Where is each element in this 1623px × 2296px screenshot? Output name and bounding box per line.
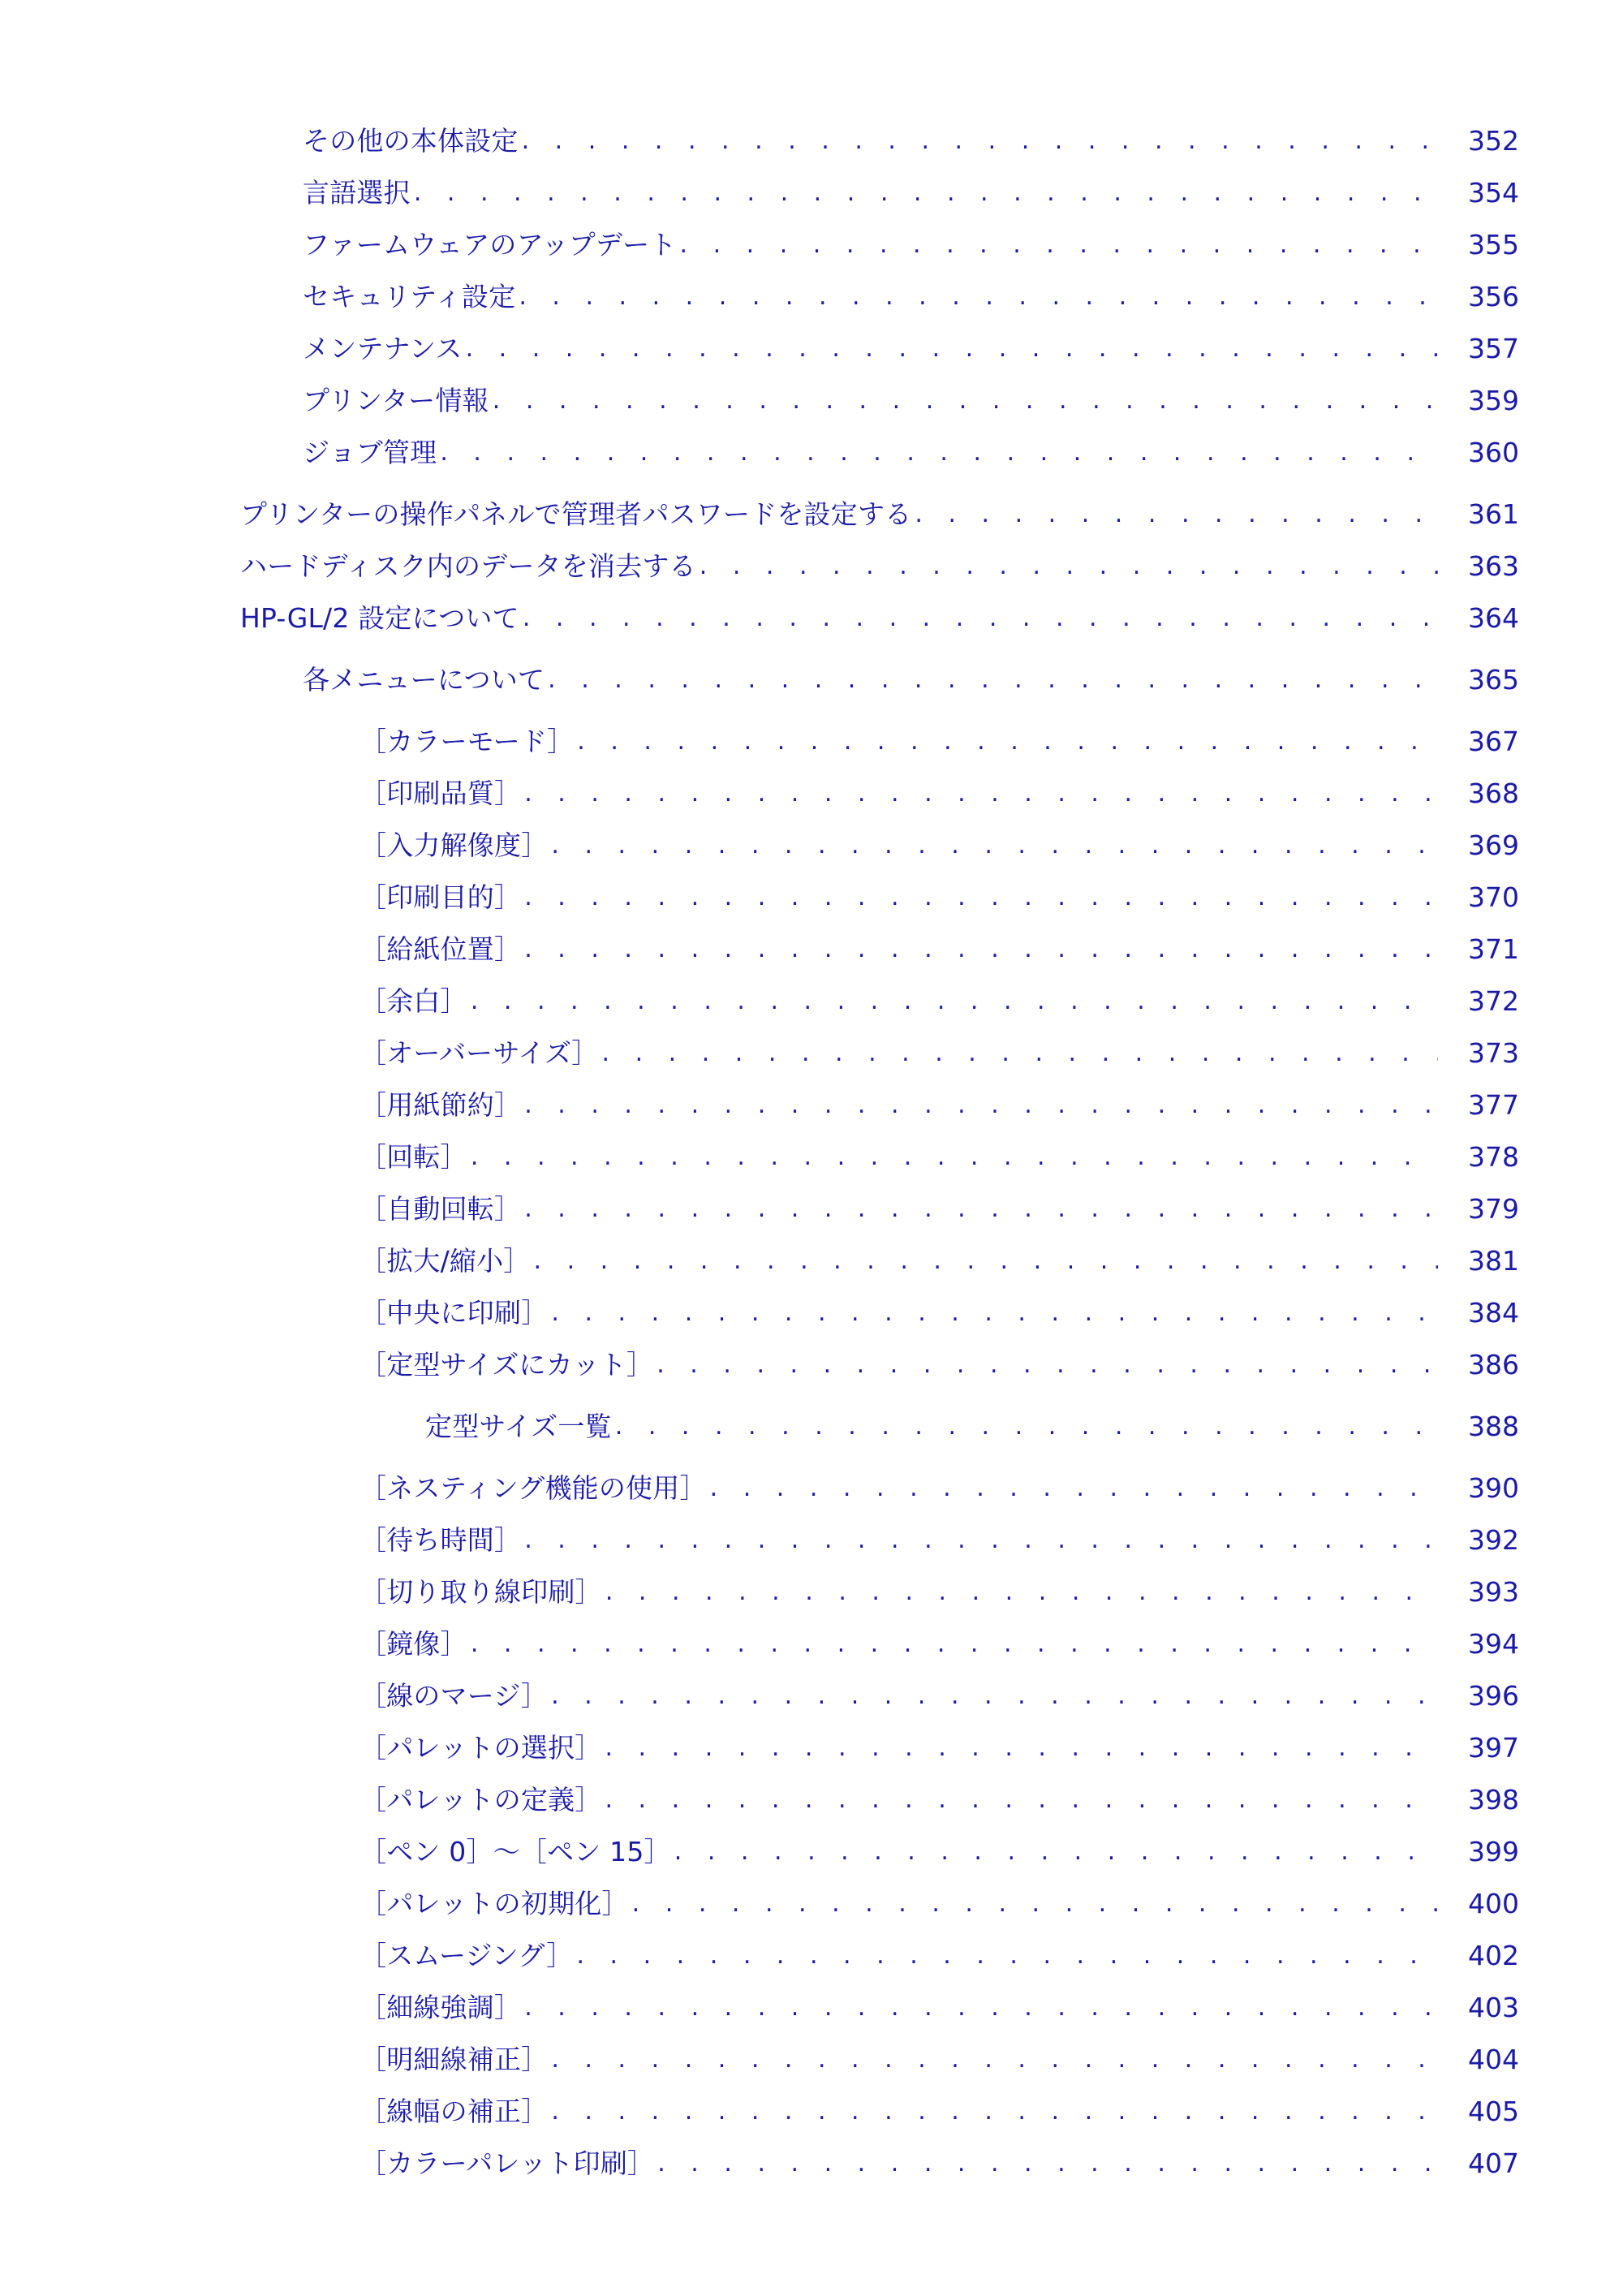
- toc-page-number: 402: [1468, 1940, 1519, 1971]
- toc-entry-title: 言語選択: [303, 177, 411, 209]
- toc-entry[interactable]: [303, 325, 1519, 367]
- dot-leader: [531, 1243, 1438, 1279]
- toc-entry[interactable]: [359, 821, 1519, 864]
- toc-page-number: 352: [1468, 125, 1519, 157]
- toc-entry-title: ［待ち時間］: [359, 1524, 522, 1556]
- toc-entry[interactable]: [359, 2087, 1519, 2130]
- toc-entry[interactable]: [359, 1932, 1519, 1974]
- dot-leader: [602, 1574, 1438, 1610]
- dot-leader: [677, 227, 1438, 263]
- toc-entry-title: ［中央に印刷］: [359, 1297, 549, 1329]
- toc-entry-title: ハードディスク内のデータを消去する: [240, 550, 696, 582]
- toc-entry-title: ［パレットの定義］: [359, 1784, 602, 1816]
- dot-leader: [654, 2146, 1438, 2182]
- toc-entry[interactable]: [359, 977, 1519, 1019]
- toc-page-number: 378: [1468, 1141, 1519, 1173]
- toc-entry-title: ［オーバーサイズ］: [359, 1037, 599, 1069]
- dot-leader: [629, 1886, 1438, 1922]
- toc-entry-title: ［細線強調］: [359, 1992, 522, 2023]
- toc-entry-title: ［自動回転］: [359, 1193, 522, 1225]
- toc-page-number: 361: [1468, 498, 1519, 530]
- toc-entry-title: ［定型サイズにカット］: [359, 1349, 654, 1381]
- toc-entry-title: メンテナンス: [303, 333, 463, 364]
- toc-entry[interactable]: [425, 1402, 1519, 1445]
- toc-page-number: 407: [1468, 2147, 1519, 2179]
- toc-page-number: 405: [1468, 2096, 1519, 2127]
- toc-page-number: 371: [1468, 933, 1519, 965]
- toc-page-number: 372: [1468, 985, 1519, 1017]
- toc-page-number: 399: [1468, 1836, 1519, 1867]
- toc-page-number: 360: [1468, 437, 1519, 468]
- dot-leader: [601, 1730, 1438, 1766]
- dot-leader: [521, 1523, 1438, 1558]
- dot-leader: [521, 1990, 1438, 2026]
- toc-entry-title: 定型サイズ一覧: [425, 1411, 612, 1442]
- toc-page-number: 379: [1468, 1193, 1519, 1225]
- toc-page-number: 393: [1468, 1576, 1519, 1608]
- toc-page-number: 370: [1468, 881, 1519, 913]
- dot-leader: [411, 175, 1438, 211]
- toc-entry[interactable]: [359, 2139, 1519, 2182]
- toc-page-number: 400: [1468, 1888, 1519, 1919]
- toc-page-number: 377: [1468, 1089, 1519, 1121]
- toc-page-number: 359: [1468, 385, 1519, 416]
- toc-entry[interactable]: [303, 273, 1519, 315]
- toc-entry[interactable]: [359, 1133, 1519, 1175]
- dot-leader: [548, 1678, 1438, 1714]
- dot-leader: [437, 435, 1438, 471]
- toc-entry[interactable]: [359, 1464, 1519, 1506]
- toc-entry[interactable]: [359, 1341, 1519, 1383]
- toc-entry-title: ［スムージング］: [359, 1940, 574, 1971]
- toc-entry[interactable]: [359, 1237, 1519, 1279]
- dot-leader: [489, 383, 1438, 419]
- dot-leader: [707, 1471, 1438, 1506]
- toc-entry-title: 各メニューについて: [303, 664, 545, 696]
- toc-page-number: 373: [1468, 1037, 1519, 1069]
- dot-leader: [653, 1347, 1438, 1383]
- toc-entry-title: ［用紙節約］: [359, 1089, 522, 1121]
- toc-entry-title: ［印刷目的］: [359, 881, 522, 913]
- toc-entry-title: ［線のマージ］: [359, 1680, 549, 1712]
- toc-entry[interactable]: [303, 117, 1519, 159]
- toc-page-number: 394: [1468, 1628, 1519, 1660]
- dot-leader: [573, 1938, 1438, 1974]
- toc-entry-title: ［入力解像度］: [359, 829, 549, 861]
- toc-page-number: 392: [1468, 1524, 1519, 1556]
- toc-entry-title: ファームウェアのアップデート: [303, 229, 677, 261]
- dot-leader: [519, 601, 1438, 636]
- dot-leader: [521, 1088, 1438, 1123]
- toc-entry-title: その他の本体設定: [303, 125, 519, 157]
- dot-leader: [521, 932, 1438, 967]
- toc-entry-title: セキュリティ設定: [303, 281, 516, 312]
- toc-entry-title: ［カラーモード］: [359, 726, 575, 757]
- toc-page-number: 354: [1468, 177, 1519, 209]
- toc-entry-title: HP-GL/2 設定について: [240, 602, 519, 634]
- toc-entry[interactable]: [359, 873, 1519, 915]
- toc-entry[interactable]: [359, 769, 1519, 812]
- dot-leader: [467, 984, 1438, 1019]
- toc-page-number: 355: [1468, 229, 1519, 261]
- dot-leader: [521, 1191, 1438, 1227]
- toc-page-number: 364: [1468, 602, 1519, 634]
- toc-entry-title: プリンター情報: [303, 385, 489, 416]
- toc-page-number: 388: [1468, 1411, 1519, 1442]
- toc-entry-title: ［パレットの初期化］: [359, 1888, 629, 1919]
- toc-entry-title: ［カラーパレット印刷］: [359, 2147, 655, 2179]
- dot-leader: [548, 828, 1438, 864]
- toc-entry-title: ［回転］: [359, 1141, 467, 1173]
- toc-entry-title: ［パレットの選択］: [359, 1732, 602, 1764]
- toc-entry-title: ［鏡像］: [359, 1628, 467, 1660]
- toc-entry[interactable]: [359, 1724, 1519, 1766]
- toc-entry-title: ［給紙位置］: [359, 933, 522, 965]
- toc-entry-title: ［余白］: [359, 985, 467, 1017]
- toc-entry[interactable]: [359, 1081, 1519, 1123]
- toc-entry-title: プリンターの操作パネルで管理者パスワードを設定する: [240, 498, 912, 530]
- toc-page-number: 403: [1468, 1992, 1519, 2023]
- dot-leader: [671, 1834, 1438, 1870]
- toc-page-number: 357: [1468, 333, 1519, 364]
- dot-leader: [696, 549, 1438, 584]
- toc-page-number: 363: [1468, 550, 1519, 582]
- toc-entry-title: ［線幅の補正］: [359, 2096, 549, 2127]
- dot-leader: [545, 662, 1438, 698]
- dot-leader: [599, 1036, 1438, 1071]
- toc-page-number: 365: [1468, 664, 1519, 696]
- toc-entry[interactable]: [303, 221, 1519, 263]
- toc-page-number: 396: [1468, 1680, 1519, 1712]
- toc-entry-title: ［印刷品質］: [359, 778, 522, 809]
- toc-page-number: 384: [1468, 1297, 1519, 1329]
- dot-leader: [467, 1139, 1438, 1175]
- toc-page-number: 390: [1468, 1472, 1519, 1504]
- toc-entry-title: ［ネスティング機能の使用］: [359, 1472, 707, 1504]
- toc-page-number: 404: [1468, 2044, 1519, 2075]
- dot-leader: [548, 2042, 1438, 2078]
- toc-entry-title: ジョブ管理: [303, 437, 437, 468]
- dot-leader: [574, 724, 1438, 760]
- dot-leader: [612, 1409, 1438, 1445]
- toc-entry[interactable]: [303, 656, 1519, 698]
- toc-entry[interactable]: [359, 1568, 1519, 1610]
- toc-entry-title: ［ペン 0］～［ペン 15］: [359, 1836, 671, 1867]
- toc-entry[interactable]: [359, 1880, 1519, 1922]
- dot-leader: [463, 331, 1438, 367]
- toc-entry[interactable]: [359, 1516, 1519, 1558]
- dot-leader: [548, 1295, 1438, 1331]
- toc-page-number: 398: [1468, 1784, 1519, 1816]
- toc-entry-title: ［明細線補正］: [359, 2044, 549, 2075]
- toc-entry[interactable]: [240, 542, 1519, 584]
- toc-entry[interactable]: [359, 1029, 1519, 1071]
- toc-page-number: 367: [1468, 726, 1519, 757]
- toc-entry[interactable]: [359, 1828, 1519, 1870]
- dot-leader: [521, 776, 1438, 812]
- toc-page-number: 368: [1468, 778, 1519, 809]
- toc-entry[interactable]: [359, 925, 1519, 967]
- toc-entry[interactable]: [359, 1185, 1519, 1227]
- toc-entry[interactable]: [359, 1289, 1519, 1331]
- toc-page-number: 381: [1468, 1245, 1519, 1277]
- dot-leader: [519, 123, 1438, 159]
- toc-entry[interactable]: [359, 1776, 1519, 1818]
- toc-entry[interactable]: [240, 490, 1519, 532]
- toc-entry[interactable]: [303, 169, 1519, 211]
- toc-entry[interactable]: [359, 717, 1519, 760]
- toc-page-number: 369: [1468, 829, 1519, 861]
- dot-leader: [515, 279, 1438, 315]
- dot-leader: [521, 880, 1438, 915]
- toc-entry[interactable]: [303, 429, 1519, 471]
- toc-page-number: 386: [1468, 1349, 1519, 1381]
- toc-page-number: 356: [1468, 281, 1519, 312]
- toc-entry[interactable]: [359, 1984, 1519, 2026]
- dot-leader: [601, 1782, 1438, 1818]
- toc-entry[interactable]: [303, 377, 1519, 419]
- toc-entry[interactable]: [359, 2035, 1519, 2078]
- dot-leader: [467, 1626, 1438, 1662]
- toc-entry[interactable]: [359, 1672, 1519, 1714]
- toc-entry[interactable]: [240, 594, 1519, 636]
- toc-entry-title: ［切り取り線印刷］: [359, 1576, 602, 1608]
- toc-page-number: 397: [1468, 1732, 1519, 1764]
- toc-entry-title: ［拡大/縮小］: [359, 1245, 531, 1277]
- dot-leader: [911, 497, 1438, 532]
- toc-entry[interactable]: [359, 1620, 1519, 1662]
- dot-leader: [548, 2094, 1438, 2130]
